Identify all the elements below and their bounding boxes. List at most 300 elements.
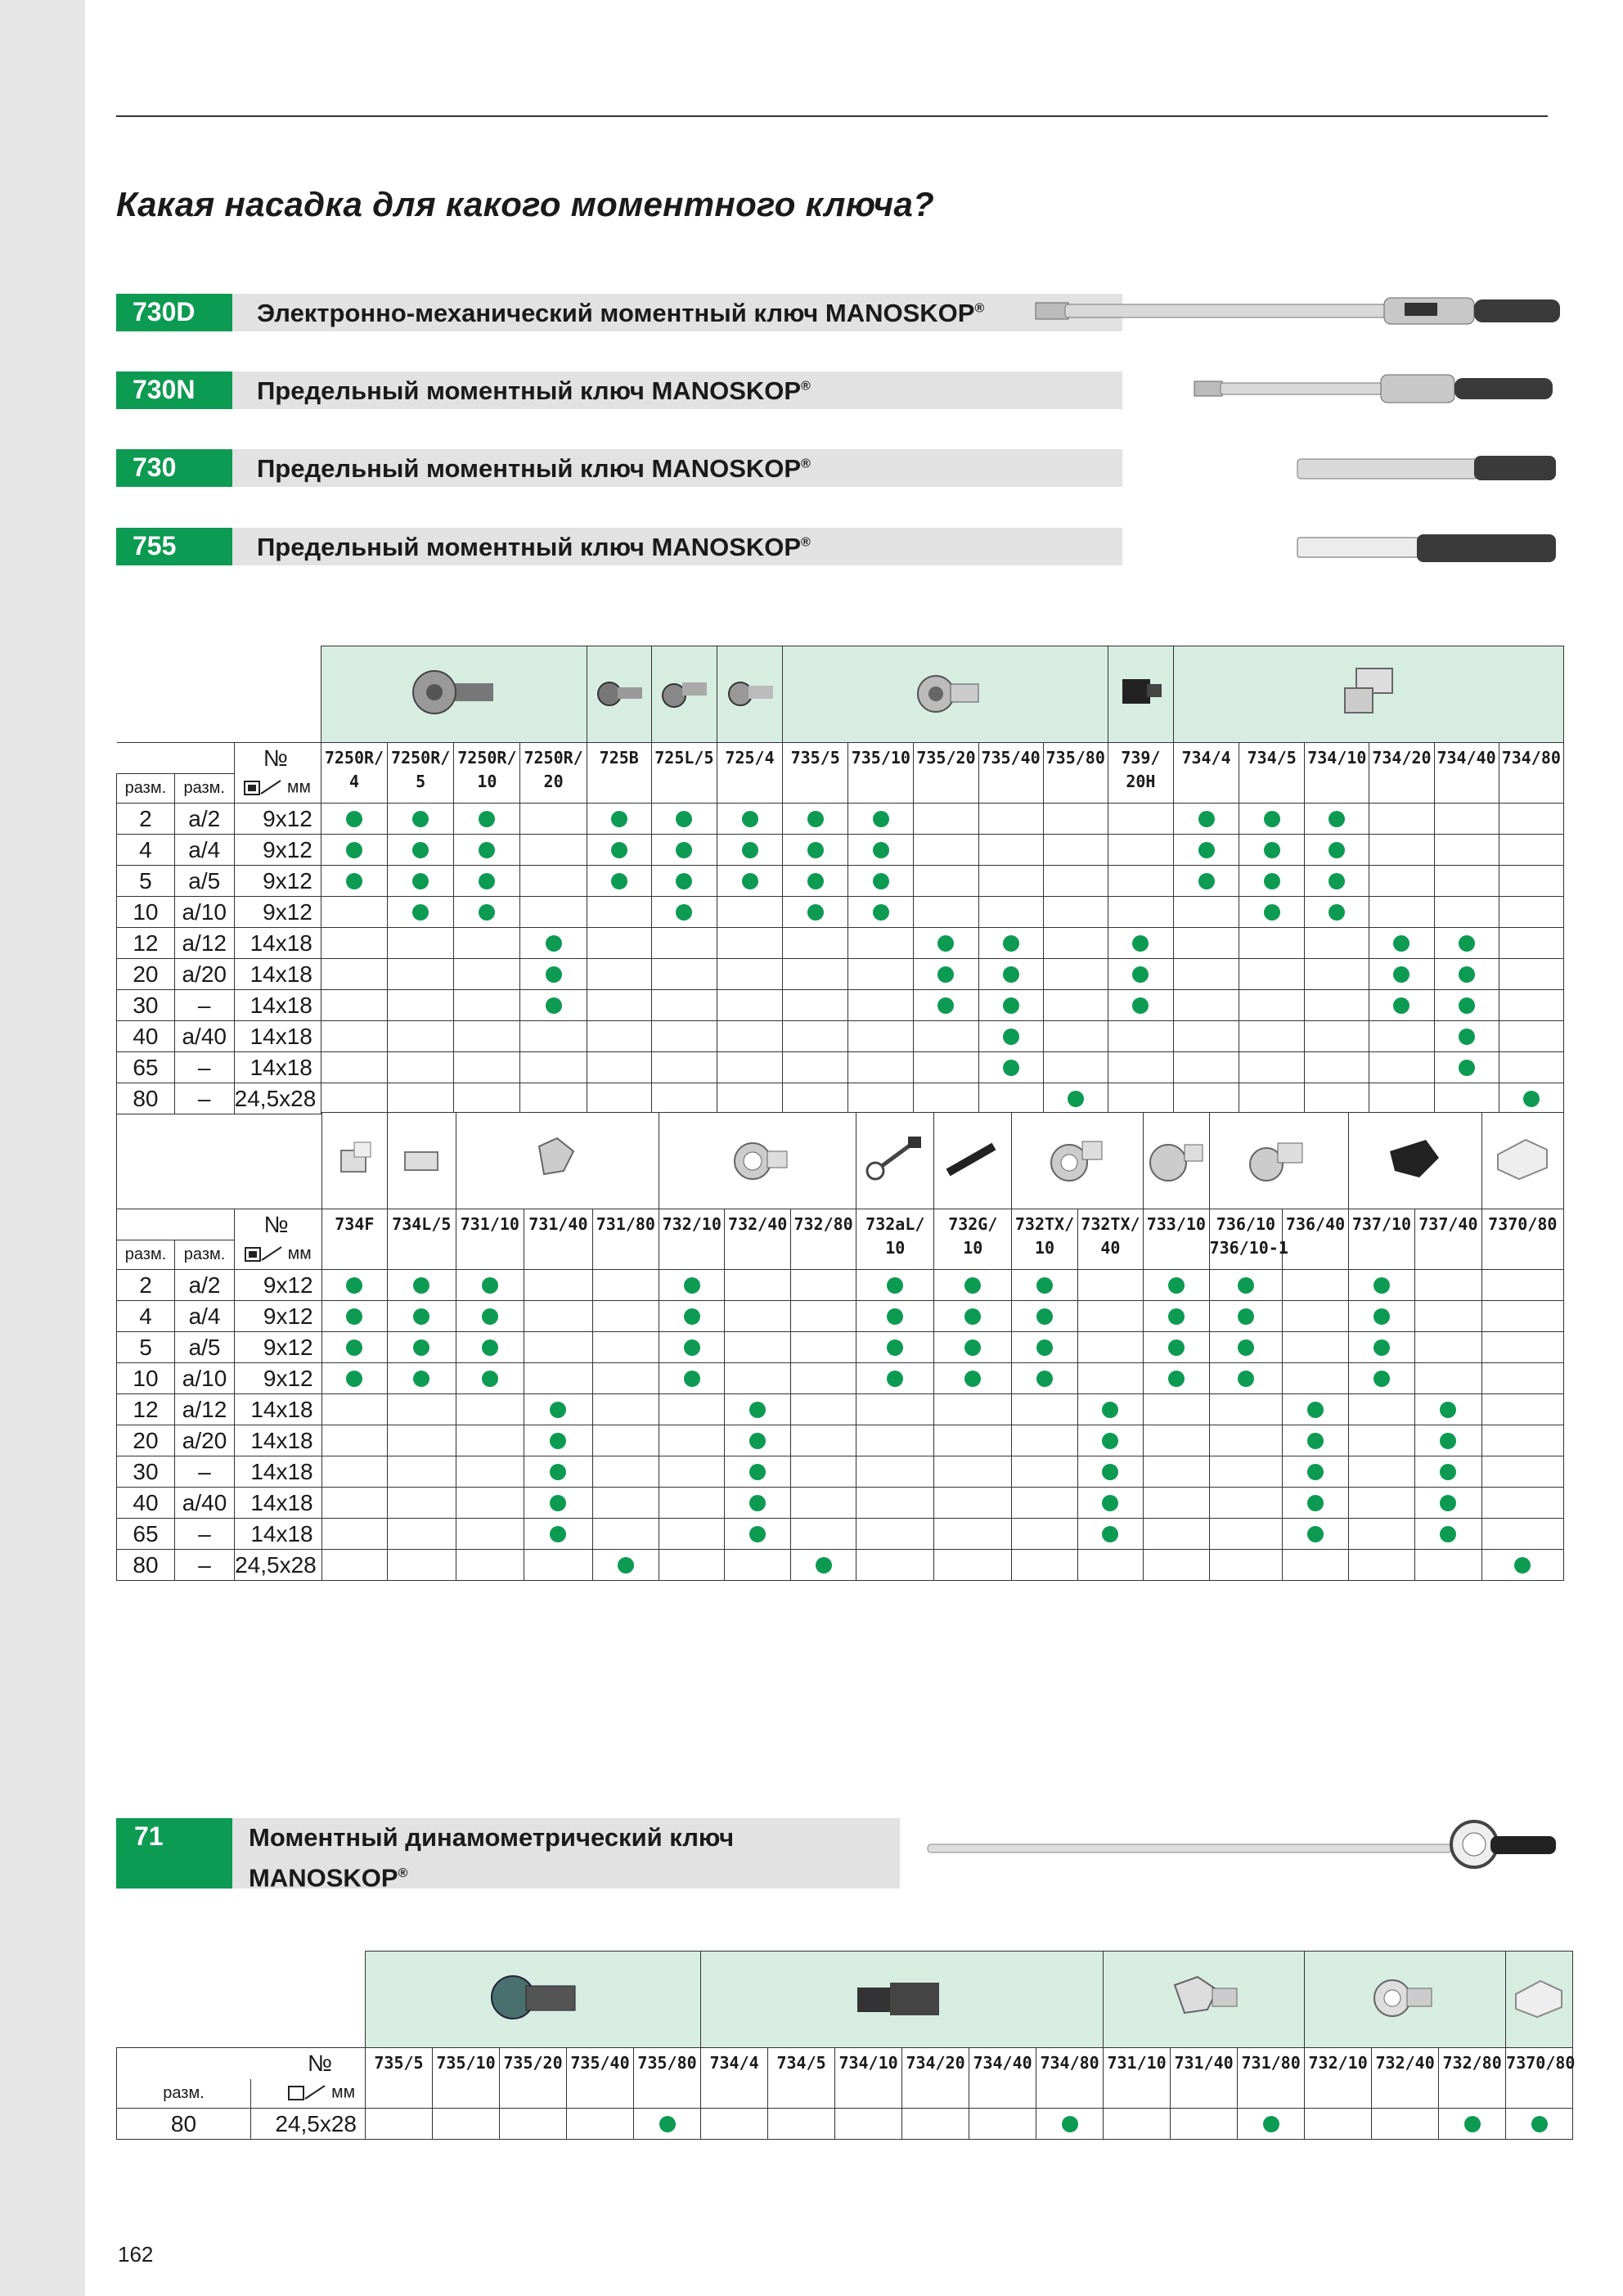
compat-cell xyxy=(1369,866,1434,897)
torx-ring-insert-icon xyxy=(1045,1130,1110,1187)
compat-cell xyxy=(520,866,587,897)
compat-cell xyxy=(1499,866,1563,897)
compat-cell xyxy=(1173,1052,1239,1083)
compat-cell xyxy=(592,1301,659,1332)
compat-cell xyxy=(1043,804,1108,835)
compatible-dot-icon xyxy=(1329,811,1345,827)
compat-cell xyxy=(454,959,520,990)
insert-group-image xyxy=(651,646,717,743)
compatible-dot-icon xyxy=(412,811,429,827)
compat-cell xyxy=(454,1083,520,1114)
compat-cell xyxy=(790,1488,856,1519)
table-row xyxy=(117,804,1564,835)
table-row xyxy=(117,866,1564,897)
compat-cell xyxy=(1499,804,1563,835)
compat-cell xyxy=(856,1456,934,1488)
compat-cell xyxy=(783,1052,848,1083)
compat-cell xyxy=(1173,1083,1239,1114)
column-header: 735/20 xyxy=(500,2048,567,2109)
table-row xyxy=(117,959,1564,990)
compatible-dot-icon xyxy=(1263,2116,1279,2132)
compat-cell xyxy=(783,1021,848,1052)
wrench-730-image xyxy=(1294,451,1561,488)
compatible-dot-icon xyxy=(346,1371,362,1387)
dimension-cell: 9x12 xyxy=(235,1270,322,1301)
compat-cell xyxy=(1348,1332,1414,1363)
compat-cell xyxy=(1144,1394,1209,1425)
compat-cell xyxy=(454,866,520,897)
compat-cell xyxy=(914,1083,978,1114)
compatible-dot-icon xyxy=(1068,1091,1084,1107)
weld-on-insert-icon xyxy=(1242,1130,1315,1187)
compat-cell xyxy=(1434,835,1499,866)
compatible-dot-icon xyxy=(749,1402,766,1418)
compat-cell xyxy=(651,928,717,959)
compat-cell xyxy=(1043,990,1108,1021)
compat-cell xyxy=(1012,1519,1077,1550)
compatible-dot-icon xyxy=(1393,997,1409,1014)
compat-cell xyxy=(1283,1363,1348,1394)
compatible-dot-icon xyxy=(1440,1433,1456,1449)
compat-cell xyxy=(1012,1394,1077,1425)
compat-cell xyxy=(1499,897,1563,928)
compat-cell xyxy=(456,1332,524,1363)
compat-cell xyxy=(454,897,520,928)
column-header: 734/5 xyxy=(768,2048,835,2109)
table-row xyxy=(117,1363,1564,1394)
wrench-name: Предельный моментный ключ MANOSKOP® xyxy=(232,528,1122,565)
compat-cell xyxy=(725,1425,790,1456)
compat-cell xyxy=(388,1488,456,1519)
compat-cell xyxy=(659,1363,725,1394)
compat-cell xyxy=(388,1083,454,1114)
compatible-dot-icon xyxy=(937,966,954,983)
compat-cell xyxy=(321,1519,387,1550)
page-margin-strip xyxy=(0,0,85,2296)
table-row xyxy=(117,1083,1564,1114)
size-alt-cell: a/12 xyxy=(175,1394,235,1425)
compat-cell xyxy=(848,897,914,928)
compat-cell xyxy=(1305,866,1369,897)
compatible-dot-icon xyxy=(887,1277,903,1294)
compatible-dot-icon xyxy=(346,873,362,889)
size-cell: 20 xyxy=(117,959,175,990)
wrench-code: 755 xyxy=(116,528,232,565)
compat-cell xyxy=(783,804,848,835)
compat-cell xyxy=(651,990,717,1021)
compatible-dot-icon xyxy=(1329,873,1345,889)
insert-group-image xyxy=(1104,1952,1305,2048)
compat-cell xyxy=(321,1456,387,1488)
compat-cell xyxy=(1283,1425,1348,1456)
compat-cell xyxy=(1173,804,1239,835)
compat-cell xyxy=(1481,1301,1563,1332)
hex-bit-holder-icon xyxy=(1114,668,1167,717)
compat-cell xyxy=(388,1363,456,1394)
compat-cell xyxy=(1481,1394,1563,1425)
label-size: разм. xyxy=(117,2079,251,2109)
compat-cell xyxy=(790,1425,856,1456)
compat-cell xyxy=(524,1519,593,1550)
compat-cell xyxy=(725,1488,790,1519)
dimension-cell: 24,5x28 xyxy=(235,1550,322,1581)
compat-cell xyxy=(835,2109,902,2140)
compat-cell xyxy=(1415,1301,1481,1332)
compatible-dot-icon xyxy=(1036,1339,1053,1356)
compat-cell xyxy=(321,1332,387,1363)
compatible-dot-icon xyxy=(1373,1371,1390,1387)
table-row xyxy=(117,1519,1564,1550)
compat-cell xyxy=(592,1488,659,1519)
column-header: 7370/80 xyxy=(1481,1209,1563,1270)
square-insert-icon xyxy=(330,1134,379,1183)
square-insert-icon xyxy=(397,1134,446,1183)
compat-cell xyxy=(1283,1519,1348,1550)
column-header: 735/80 xyxy=(1043,743,1108,804)
compat-cell xyxy=(1283,1332,1348,1363)
compat-cell xyxy=(1506,2109,1573,2140)
compat-cell xyxy=(1283,1394,1348,1425)
compatible-dot-icon xyxy=(618,1557,634,1573)
insert-image xyxy=(1144,1113,1209,1209)
wrench-code: 730D xyxy=(116,294,232,331)
compat-cell xyxy=(659,1394,725,1425)
insert-image xyxy=(456,1113,659,1209)
ratchet-insert-icon xyxy=(593,674,645,710)
wrench-730n-image xyxy=(1193,370,1561,407)
compat-cell xyxy=(524,1301,593,1332)
column-header: 737/10 xyxy=(1348,1209,1414,1270)
compat-cell xyxy=(524,1332,593,1363)
compat-cell xyxy=(934,1301,1012,1332)
compat-cell xyxy=(978,928,1043,959)
compatible-dot-icon xyxy=(816,1557,832,1573)
compat-cell xyxy=(848,835,914,866)
compat-cell xyxy=(520,897,587,928)
compat-cell xyxy=(1239,804,1305,835)
compatible-dot-icon xyxy=(482,1277,498,1294)
compat-cell xyxy=(1209,1332,1283,1363)
compat-cell xyxy=(1481,1425,1563,1456)
compat-cell xyxy=(848,959,914,990)
compat-cell xyxy=(790,1301,856,1332)
compat-cell xyxy=(914,1021,978,1052)
table-row xyxy=(117,1488,1564,1519)
size-cell: 40 xyxy=(117,1488,175,1519)
square-drive-blank-icon xyxy=(1511,1973,1568,2022)
compat-cell xyxy=(388,835,454,866)
compat-cell xyxy=(856,1363,934,1394)
compatible-dot-icon xyxy=(479,842,495,858)
compatible-dot-icon xyxy=(1238,1308,1254,1325)
compat-cell xyxy=(520,1083,587,1114)
compatible-dot-icon xyxy=(937,935,954,952)
compat-cell xyxy=(659,1270,725,1301)
compat-cell xyxy=(321,1270,387,1301)
wrench-name: Электронно-механический моментный ключ MANOSKOP® xyxy=(232,294,1122,331)
compat-cell xyxy=(524,1394,593,1425)
size-cell: 30 xyxy=(117,1456,175,1488)
compatible-dot-icon xyxy=(1531,2116,1548,2132)
compat-cell xyxy=(1043,928,1108,959)
compat-cell xyxy=(1209,1519,1283,1550)
dimension-cell: 14x18 xyxy=(234,990,321,1021)
compatible-dot-icon xyxy=(346,1277,362,1294)
compatible-dot-icon xyxy=(1459,1029,1475,1045)
compat-cell xyxy=(978,1021,1043,1052)
compat-cell xyxy=(717,990,782,1021)
compat-cell xyxy=(321,1052,387,1083)
size-alt-cell: – xyxy=(175,1550,235,1581)
wrench-code: 71 xyxy=(116,1818,232,1889)
label-size: разм. xyxy=(175,1240,235,1270)
compatible-dot-icon xyxy=(749,1526,766,1542)
compat-cell xyxy=(1415,1456,1481,1488)
compat-cell xyxy=(659,1519,725,1550)
compat-cell xyxy=(1077,1425,1143,1456)
insert-group-image xyxy=(587,646,651,743)
ratchet-insert-icon xyxy=(658,674,710,710)
compat-cell xyxy=(1348,1550,1414,1581)
compat-cell xyxy=(587,804,651,835)
compatible-dot-icon xyxy=(479,904,495,921)
compatible-dot-icon xyxy=(413,1277,429,1294)
compat-cell xyxy=(1108,866,1173,897)
compatible-dot-icon xyxy=(1036,1277,1053,1294)
wrench-71-image xyxy=(918,1812,1564,1880)
compatible-dot-icon xyxy=(1198,842,1215,858)
compat-cell xyxy=(856,1394,934,1425)
open-end-insert-icon xyxy=(1163,1969,1245,2026)
compatible-dot-icon xyxy=(1459,1060,1475,1076)
column-header: 732TX/ 40 xyxy=(1077,1209,1143,1270)
compat-cell xyxy=(388,866,454,897)
compatible-dot-icon xyxy=(1168,1339,1185,1356)
compat-cell xyxy=(914,959,978,990)
top-rule xyxy=(116,115,1548,117)
compat-cell xyxy=(1209,1394,1283,1425)
column-header: 731/10 xyxy=(456,1209,524,1270)
compatible-dot-icon xyxy=(1307,1402,1324,1418)
compat-cell xyxy=(520,1021,587,1052)
compat-cell xyxy=(1043,866,1108,897)
compatible-dot-icon xyxy=(1003,1029,1019,1045)
compatible-dot-icon xyxy=(546,935,562,952)
column-header: 735/5 xyxy=(783,743,848,804)
compatible-dot-icon xyxy=(1238,1277,1254,1294)
size-alt-cell: a/5 xyxy=(175,1332,235,1363)
compat-cell xyxy=(1043,897,1108,928)
compatible-dot-icon xyxy=(1036,1308,1053,1325)
column-header: 725B xyxy=(587,743,651,804)
compat-cell xyxy=(1305,928,1369,959)
size-alt-cell: a/40 xyxy=(174,1021,234,1052)
compatible-dot-icon xyxy=(1102,1495,1118,1511)
compatible-dot-icon xyxy=(1459,997,1475,1014)
compat-cell xyxy=(1043,1083,1108,1114)
compat-cell xyxy=(321,1301,387,1332)
insert-image xyxy=(1012,1113,1144,1209)
table-row xyxy=(117,1425,1564,1456)
compat-cell xyxy=(978,804,1043,835)
dimension-cell: 14x18 xyxy=(235,1488,322,1519)
compat-cell xyxy=(1348,1519,1414,1550)
square-drive-insert-icon xyxy=(849,1965,955,2030)
compat-cell xyxy=(592,1332,659,1363)
compat-cell xyxy=(1144,1301,1209,1332)
compat-cell xyxy=(1173,897,1239,928)
column-header: 734/20 xyxy=(1369,743,1434,804)
table-row xyxy=(117,1021,1564,1052)
compat-cell xyxy=(1415,1332,1481,1363)
compat-cell xyxy=(1305,835,1369,866)
compat-cell xyxy=(456,1301,524,1332)
compat-cell xyxy=(524,1488,593,1519)
size-alt-cell: a/20 xyxy=(174,959,234,990)
compat-cell xyxy=(456,1425,524,1456)
compat-cell xyxy=(1144,1519,1209,1550)
dimension-cell: 14x18 xyxy=(234,1052,321,1083)
compatible-dot-icon xyxy=(611,873,627,889)
compatible-dot-icon xyxy=(684,1371,700,1387)
compat-cell xyxy=(1173,835,1239,866)
compatible-dot-icon xyxy=(676,873,692,889)
column-header: 7250R/ 20 xyxy=(520,743,587,804)
compatible-dot-icon xyxy=(1264,873,1280,889)
compat-cell xyxy=(848,1083,914,1114)
column-header: 734L/5 xyxy=(388,1209,456,1270)
compat-cell xyxy=(388,1332,456,1363)
compat-cell xyxy=(1171,2109,1238,2140)
table-row xyxy=(117,2109,1573,2140)
compat-cell xyxy=(1209,1488,1283,1519)
compat-cell xyxy=(1481,1270,1563,1301)
column-header: 734/4 xyxy=(701,2048,768,2109)
compat-cell xyxy=(321,990,387,1021)
compat-cell xyxy=(388,1021,454,1052)
compat-cell xyxy=(783,959,848,990)
compat-cell xyxy=(651,1083,717,1114)
compat-cell xyxy=(717,835,782,866)
compat-cell xyxy=(1043,835,1108,866)
compat-cell xyxy=(717,866,782,897)
dimension-cell: 9x12 xyxy=(234,835,321,866)
compatible-dot-icon xyxy=(482,1308,498,1325)
label-no: № xyxy=(235,1209,322,1240)
compat-cell xyxy=(651,1021,717,1052)
compat-cell xyxy=(567,2109,634,2140)
compat-cell xyxy=(914,897,978,928)
compatible-dot-icon xyxy=(1523,1091,1540,1107)
compat-cell xyxy=(1077,1301,1143,1332)
compatible-dot-icon xyxy=(742,811,758,827)
compatible-dot-icon xyxy=(1036,1371,1053,1387)
compat-cell xyxy=(934,1425,1012,1456)
insert-image xyxy=(856,1113,934,1209)
compatible-dot-icon xyxy=(1003,935,1019,952)
insert-group-image xyxy=(783,646,1108,743)
compat-cell xyxy=(524,1363,593,1394)
compat-cell xyxy=(856,1332,934,1363)
compat-cell xyxy=(1108,804,1173,835)
column-header: 735/80 xyxy=(634,2048,701,2109)
compat-cell xyxy=(1348,1363,1414,1394)
compat-cell xyxy=(725,1456,790,1488)
compat-cell xyxy=(725,1550,790,1581)
column-header: 725L/5 xyxy=(651,743,717,804)
compat-cell xyxy=(856,1550,934,1581)
compat-cell xyxy=(520,804,587,835)
column-header: 735/20 xyxy=(914,743,978,804)
compat-cell xyxy=(790,1270,856,1301)
compat-cell xyxy=(659,1301,725,1332)
compat-cell xyxy=(1283,1301,1348,1332)
column-header: 734/40 xyxy=(969,2048,1036,2109)
compat-cell xyxy=(1144,1456,1209,1488)
compatible-dot-icon xyxy=(1198,811,1215,827)
compat-cell xyxy=(634,2109,701,2140)
compatible-dot-icon xyxy=(964,1371,981,1387)
label-size: разм. xyxy=(174,774,234,804)
compatible-dot-icon xyxy=(550,1464,566,1480)
column-header: 734/10 xyxy=(835,2048,902,2109)
wrench-name: Моментный динамометрический ключ MANOSKOP® xyxy=(232,1818,900,1889)
compat-cell xyxy=(717,959,782,990)
compatible-dot-icon xyxy=(611,811,627,827)
compat-cell xyxy=(902,2109,969,2140)
page-number: 162 xyxy=(118,2242,154,2267)
size-alt-cell: – xyxy=(174,990,234,1021)
compat-cell xyxy=(587,959,651,990)
compat-cell xyxy=(524,1456,593,1488)
compatible-dot-icon xyxy=(1102,1402,1118,1418)
compat-cell xyxy=(1012,1363,1077,1394)
compat-cell xyxy=(1077,1519,1143,1550)
column-header: 734/5 xyxy=(1239,743,1305,804)
compatible-dot-icon xyxy=(964,1308,981,1325)
compat-cell xyxy=(768,2109,835,2140)
column-header: 737/40 xyxy=(1415,1209,1481,1270)
compat-cell xyxy=(856,1488,934,1519)
column-header: 734/40 xyxy=(1434,743,1499,804)
compatible-dot-icon xyxy=(873,842,889,858)
compatibility-table-1 xyxy=(116,646,1564,1114)
ratchet-insert-icon xyxy=(724,674,776,710)
compatible-dot-icon xyxy=(1132,966,1149,983)
compat-cell xyxy=(717,1083,782,1114)
size-cell: 80 xyxy=(117,1083,175,1114)
compatible-dot-icon xyxy=(1393,966,1409,983)
compat-cell xyxy=(587,928,651,959)
column-header: 732aL/ 10 xyxy=(856,1209,934,1270)
compat-cell xyxy=(1108,1083,1173,1114)
compatible-dot-icon xyxy=(1132,935,1149,952)
blank-corner xyxy=(117,1113,322,1209)
compat-cell xyxy=(388,959,454,990)
compat-cell xyxy=(1012,1301,1077,1332)
compat-cell xyxy=(1481,1363,1563,1394)
compatible-dot-icon xyxy=(964,1339,981,1356)
compat-cell xyxy=(1499,990,1563,1021)
wrench-code: 730N xyxy=(116,371,232,409)
size-cell: 2 xyxy=(117,804,175,835)
compatible-dot-icon xyxy=(1373,1277,1390,1294)
compat-cell xyxy=(1434,1083,1499,1114)
column-header: 7250R/ 5 xyxy=(388,743,454,804)
compat-cell xyxy=(1173,959,1239,990)
compat-cell xyxy=(1415,1519,1481,1550)
compat-cell xyxy=(388,1301,456,1332)
